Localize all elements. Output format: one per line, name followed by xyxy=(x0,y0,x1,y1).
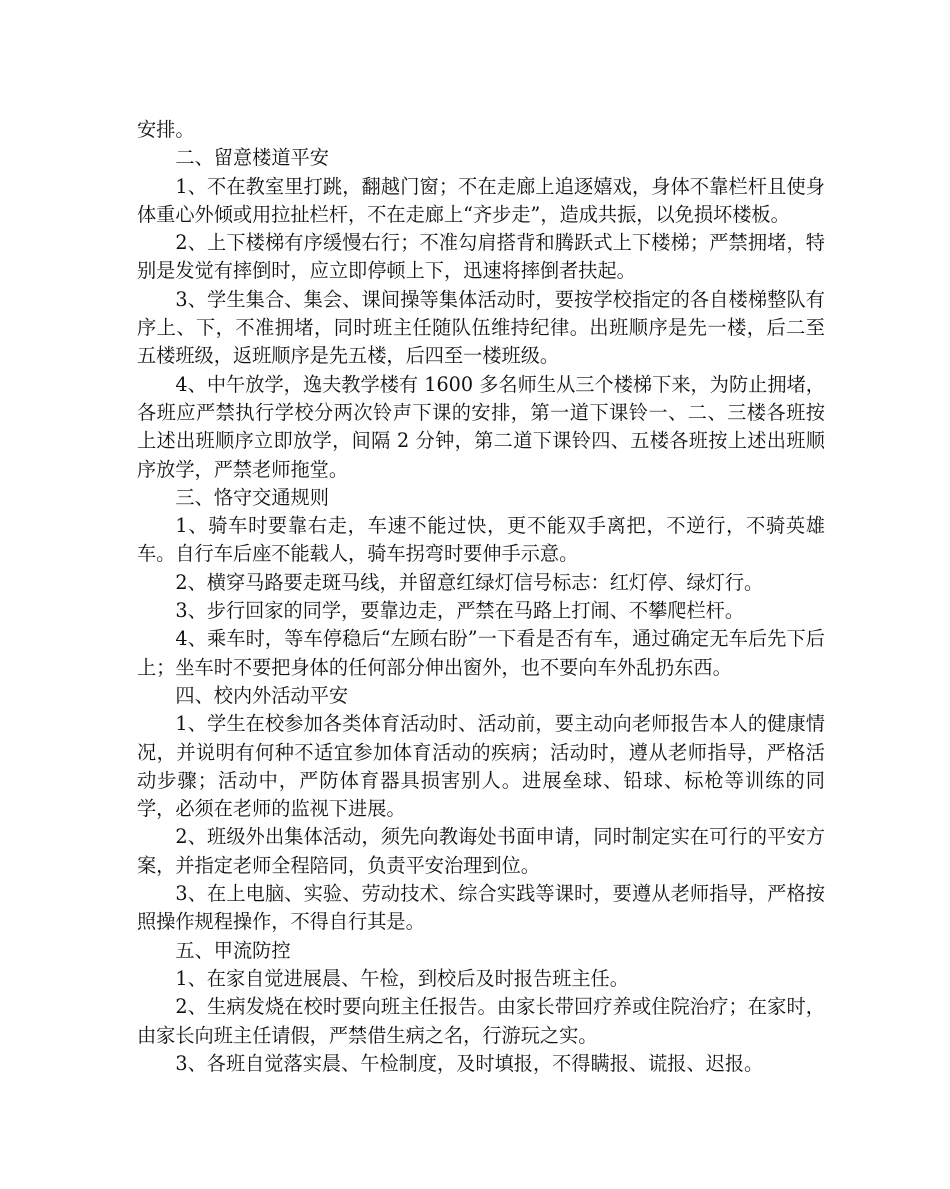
paragraph: 1、骑车时要靠右走，车速不能过快，更不能双手离把，不逆行，不骑英雄车。自行车后座不能载人，骑车拐弯时要伸手示意。 xyxy=(137,514,825,566)
paragraph: 4、中午放学，逸夫教学楼有 1600 多名师生从三个楼梯下来，为防止拥堵，各班应严禁执行学校分两次铃声下课的安排，第一道下课铃一、二、三楼各班按上述出班顺序立即放学，间隔 2 分钟，第二道下课铃四、五楼各班按上述出班顺序放学，严禁老师拖堂。 xyxy=(137,372,825,481)
section-heading-stairway-safety: 二、留意楼道平安 xyxy=(175,146,329,170)
paragraph: 1、学生在校参加各类体育活动时、活动前，要主动向老师报告本人的健康情况，并说明有何种不适宜参加体育活动的疾病；活动时，遵从老师指导，严格活动步骤；活动中，严防体育器具损害别人。进展垒球、铅球、标枪等训练的同学，必须在老师的监视下进展。 xyxy=(137,712,825,821)
paragraph: 3、学生集合、集会、课间操等集体活动时，要按学校指定的各自楼梯整队有序上、下，不准拥堵，同时班主任随队伍维持纪律。出班顺序是先一楼，后二至五楼班级，返班顺序是先五楼，后四至一楼班级。 xyxy=(137,287,825,368)
paragraph: 3、步行回家的同学，要靠边走，严禁在马路上打闹、不攀爬栏杆。 xyxy=(175,599,745,623)
document-body xyxy=(137,116,825,1078)
paragraph: 2、横穿马路要走斑马线，并留意红绿灯信号标志：红灯停、绿灯行。 xyxy=(175,570,764,594)
paragraph: 1、在家自觉进展晨、午检，到校后及时报告班主任。 xyxy=(175,966,629,990)
paragraph: 2、生病发烧在校时要向班主任报告。由家长带回疗养或住院治疗；在家时，由家长向班主任请假，严禁借生病之名，行游玩之实。 xyxy=(137,995,825,1047)
section-heading-flu-prevention: 五、甲流防控 xyxy=(175,938,291,962)
paragraph: 3、在上电脑、实验、劳动技术、综合实践等课时，要遵从老师指导，严格按照操作规程操作，不得自行其是。 xyxy=(137,882,825,934)
paragraph: 2、班级外出集体活动，须先向教诲处书面申请，同时制定实在可行的平安方案，并指定老师全程陪同，负责平安治理到位。 xyxy=(137,825,825,877)
section-heading-activity-safety: 四、校内外活动平安 xyxy=(175,683,349,707)
paragraph: 1、不在教室里打跳，翻越门窗；不在走廊上追逐嬉戏，身体不靠栏杆且使身体重心外倾或用拉扯栏杆，不在走廊上“齐步走”，造成共振，以免损坏楼板。 xyxy=(137,174,825,226)
section-heading-traffic-rules: 三、恪守交通规则 xyxy=(175,485,329,509)
paragraph: 2、上下楼梯有序缓慢右行；不准勾肩搭背和腾跃式上下楼梯；严禁拥堵，特别是发觉有摔倒时，应立即停顿上下，迅速将摔倒者扶起。 xyxy=(137,231,825,283)
paragraph: 3、各班自觉落实晨、午检制度，及时填报，不得瞒报、谎报、迟报。 xyxy=(175,1051,764,1075)
paragraph-continuation: 安排。 xyxy=(137,118,195,141)
paragraph: 4、乘车时，等车停稳后“左顾右盼”一下看是否有车，通过确定无车后先下后上；坐车时不要把身体的任何部分伸出窗外，也不要向车外乱扔东西。 xyxy=(137,627,825,679)
